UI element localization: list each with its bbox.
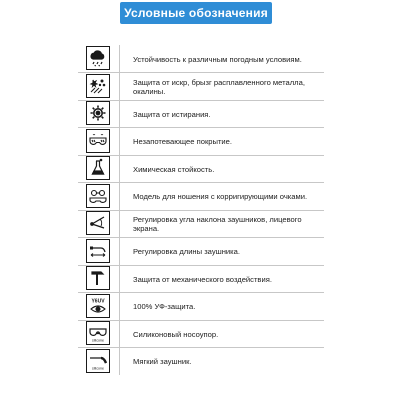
legend-row (0, 45, 400, 73)
temple-angle-icon (86, 211, 110, 235)
weather-cloud-icon (86, 46, 110, 70)
legend-row (0, 293, 400, 321)
legend-title: Условные обозначения (124, 6, 268, 20)
over-glasses-icon (86, 184, 110, 208)
legend-item-text: Силиконовый носоупор. (133, 329, 219, 339)
anti-fog-goggles-icon (86, 129, 110, 153)
legend-row (0, 183, 400, 211)
legend-row (0, 73, 400, 101)
legend-item-text: Защита от истирания. (133, 109, 211, 119)
legend-item-text: Химическая стойкость. (133, 164, 215, 174)
temple-length-icon (86, 239, 110, 263)
legend-item-text: Регулировка длины заушника. (133, 247, 240, 256)
legend-row (0, 348, 400, 376)
legend-row (0, 128, 400, 156)
legend-row (0, 265, 400, 293)
legend-item-text: Модель для ношения с корригирующими очками. (133, 192, 308, 201)
legend-row (0, 100, 400, 128)
uv-icon-label: Y6UV (91, 298, 105, 304)
legend-item-text: Регулировка угла наклона заушников, лицевого экрана. (133, 215, 302, 233)
silicone-temple-icon (86, 349, 110, 373)
temple-icon-label: silicone (92, 366, 104, 370)
legend-item-text: Защита от механического воздействия. (133, 274, 272, 284)
legend-item-text: Защита от искр, брызг расплавленного металла, окалины. (133, 77, 305, 96)
legend-row (0, 210, 400, 238)
legend-item-text: Незапотевающее покрытие. (133, 137, 233, 146)
hammer-icon (86, 266, 110, 290)
uv-eye-icon (86, 294, 110, 318)
legend-item-text: 100% УФ-защита. (133, 302, 196, 311)
spark-splash-icon (86, 74, 110, 98)
silicone-nosepad-icon (86, 321, 110, 345)
legend-row (0, 320, 400, 348)
chemical-flask-icon (86, 156, 110, 180)
legend-title-banner (120, 2, 272, 24)
legend-item-text: Мягкий заушник. (133, 357, 192, 366)
legend-row (0, 155, 400, 183)
legend-row (0, 238, 400, 266)
abrasion-gear-icon (86, 101, 110, 125)
legend-item-text: Устойчивость к различным погодным условиям. (133, 54, 302, 64)
nosepad-icon-label: silicone (92, 338, 104, 343)
